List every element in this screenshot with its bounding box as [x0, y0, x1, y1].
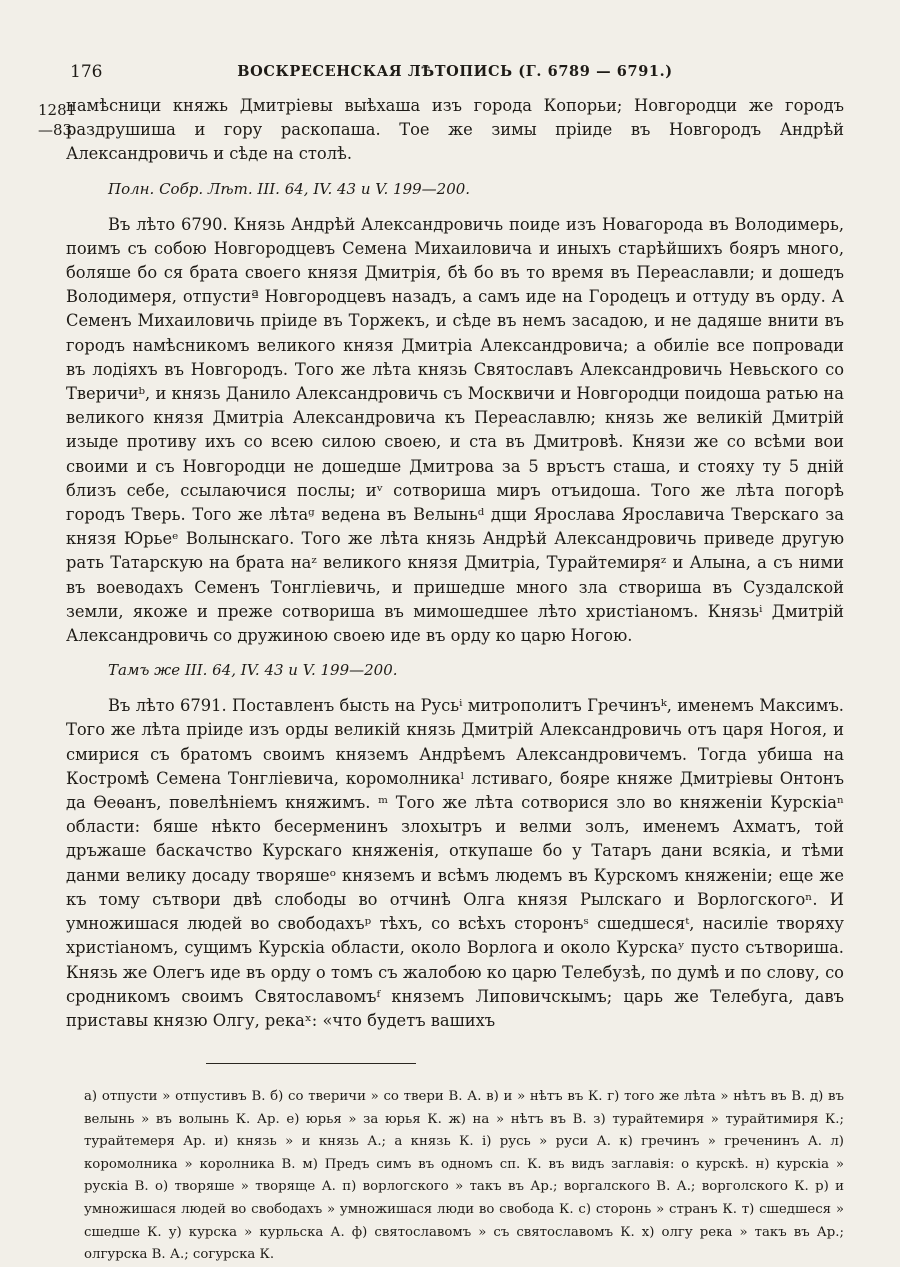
paragraph-6791: Въ лѣто 6791. Поставленъ бысть на Русьⁱ митрополитъ Гречинъᵏ, именемъ Максимъ. Того же лѣта пріиде изъ орды великій князь Дмитрій Александровичь отъ царя Ногоя, и смирися съ братомъ своимъ княземъ Андрѣемъ Александровичемъ. Тогда убиша на Костромѣ Семена Тонгліевича, коромолникаˡ лстиваго, бояре княже Дмитріевы Онтонъ да Ѳеѳанъ, повелѣніемъ княжимъ. ᵐ Того же лѣта сотворися зло во княженіи Курскіаⁿ области: бяше нѣкто бесерменинъ злохытръ и велми золъ, именемъ Ахматъ, той дръжаше баскачство Курскаго княженія, откупаше бо у Татаръ дани всякіа, и тѣми данми велику досаду творяшеᵒ княземъ и всѣмъ людемъ въ Курскомъ княженіи; еще же къ тому сътвори двѣ слободы во отчинѣ Олга князя Рылскаго и Ворлогскогоⁿ. И умножишася людей во свободахъᵖ тѣхъ, со всѣхъ сторонъˢ сшедшесяᵗ, насиліе творяху христіаномъ, сущимъ Курскіа области, около Ворлога и около Курскаʸ пусто сътвориша. Князь же Олегъ иде въ орду о томъ съ жалобою ко царю Телебузѣ, по думѣ и по слову, со сродникомъ своимъ Святославомъᶠ княземъ Липовичскымъ; царь же Телебуга, давъ приставы князю Олгу, рекаˣ: «что будетъ вашихъ — [66, 696, 844, 1030]
source-reference-1: Полн. Собр. Лѣт. III. 64, IV. 43 и V. 199—200. — [108, 179, 471, 198]
page-number: 176 — [70, 62, 103, 82]
paragraph-6790: Въ лѣто 6790. Князь Андрѣй Александровичь поиде изъ Новагорода въ Володимерь, поимъ съ собою Новгородцевъ Семена Михаиловича и иныхъ старѣйшихъ бояръ много, боляше бо ся брата своего князя Дмитрія, бѣ бо въ то время въ Переаславли; и дошедъ Володимеря, отпустиª Новгородцевъ назадъ, а самъ иде на Городецъ и оттуду въ орду. А Семенъ Михаиловичь пріиде въ Торжекъ, и сѣде въ немъ засадою, и не дадяше внити въ городъ намѣсникомъ великого князя Дмитріа Александровича; а обиліе все попровади въ лодіяхъ въ Новгородъ. Того же лѣта князь Святославъ Александровичь Невьского со Тверичиᵇ, и князь Данило Александровичь съ Москвичи и Новгородци поидоша ратью на великого князя Дмитріа Александровича къ Переаславлю; князь же великій Дмитрій изыде противу ихъ со всею силою своею, и ста въ Дмитровѣ. Князи же со всѣми вои своими и съ Новгородци не дошедше Дмитрова за 5 връстъ сташа, и стояху ту 5 дній близъ себе, ссылаючися послы; иᵛ сотвориша миръ отъидоша. Того же лѣта погорѣ городъ Тверь. Того же лѣтаᵍ ведена въ Велыньᵈ дщи Ярослава Ярославича Тверскаго за князя Юрьеᵉ Волынскаго. Того же лѣта князь Андрѣй Александровичь приведе другую рать Татарскую на брата наᶻ великого князя Дмитріа, Турайтемиряᶻ и Алына, а съ ними въ воеводахъ Семенъ Тонгліевичь, и пришедше много зла створиша въ Суздалской земли, якоже и преже сотвориша въ мимошедшее лѣто христіаномъ. Князьⁱ Дмитрій Александровичь со дружиною своею иде въ орду ко царю Ногою. — [66, 214, 844, 646]
margin-year-start: 1281 — [38, 101, 77, 119]
running-title: ВОСКРЕСЕНСКАЯ ЛѢТОПИСЬ (Г. 6789 — 6791.) — [237, 63, 673, 80]
page-header — [66, 60, 844, 88]
margin-year-end: —83 — [38, 121, 73, 139]
margin-years — [38, 100, 76, 140]
footnotes: а) отпусти » отпустивъ В. б) со тверичи » со твери В. А. в) и » нѣтъ въ К. г) того же лѣта » нѣтъ въ В. д) въ велынь » въ волынь К. Ар. е) юрья » за юрья К. ж) на » нѣтъ въ В. з) турайтемиря » турайтимиря К.; турайтемеря Ар. и) князь » и князь А.; а князь К. і) русь » руси А. к) гречинъ » греченинъ А. л) коромолника » королника В. м) Предъ симъ въ одномъ сп. К. въ видъ заглавія: о курскѣ. н) курскіа » рускіа В. о) творяше » творяще А. п) ворлогского » такъ въ Ар.; воргалского В. А.; ворголского К. р) и умножишася людей во свободахъ » умножишася люди во свобода К. с) сторонь » странъ К. т) сшедшеся » сшедше К. у) курска » курльска А. ф) святославомъ » съ святославомъ К. х) олгу река » такъ въ Ар.; олгурска В. А.; согурска К. — [84, 1089, 844, 1263]
paragraph-continuation: намѣсници княжь Дмитріевы выѣхаша изъ города Копорьи; Новгородци же городъ раздрушиша и гору раскопаша. Тое же зимы пріиде въ Новгородъ Андрѣй Александровичь и сѣде на столѣ. — [66, 96, 844, 164]
footnote-divider — [206, 1063, 416, 1064]
source-reference-2: Тамъ же III. 64, IV. 43 и V. 199—200. — [108, 661, 398, 680]
